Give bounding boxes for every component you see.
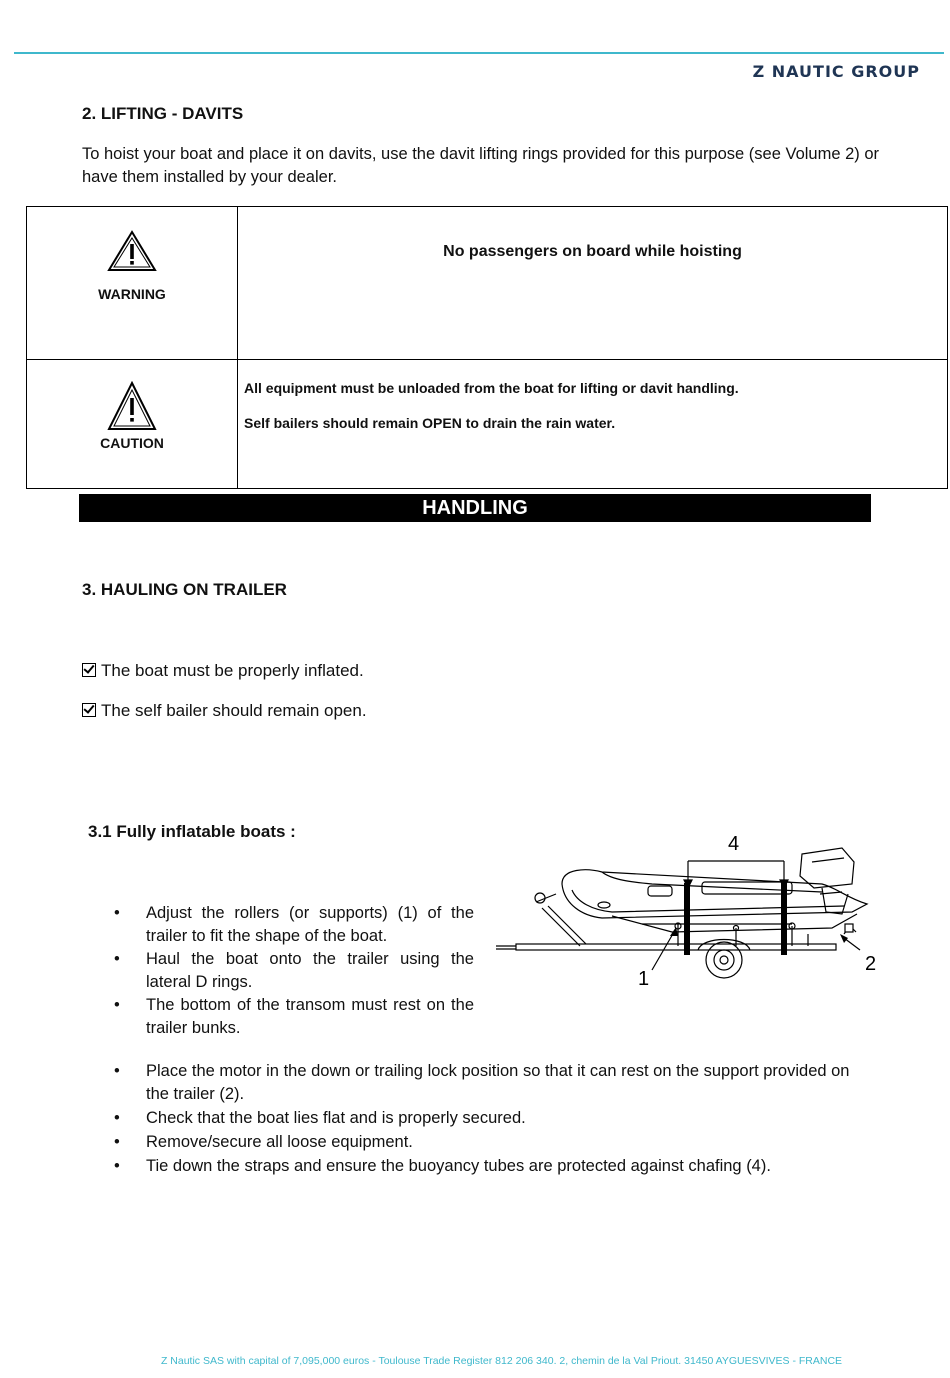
lifting-paragraph: To hoist your boat and place it on davits, use the davit lifting rings provided for this purpose (see Volume 2) or have them installed by your dealer.: [82, 145, 880, 186]
checkbox-checked-icon: [82, 663, 96, 677]
subsection-title-inflatable: 3.1 Fully inflatable boats :: [88, 822, 296, 841]
list-item: • Adjust the rollers (or supports) (1) of the trailer to fit the shape of the boat.: [84, 902, 474, 948]
caution-icon-cell: [27, 360, 238, 489]
safety-notice-table: [26, 206, 948, 489]
section-title-lifting: 2. LIFTING - DAVITS: [82, 104, 244, 123]
checkbox-checked-icon: [82, 703, 96, 717]
strap-front: [684, 883, 690, 955]
caution-messages: [238, 360, 948, 489]
callout-label: 4: [728, 833, 740, 855]
warning-message: No passengers on board while hoisting: [238, 207, 948, 360]
checklist-text: The self bailer should remain open.: [101, 701, 367, 720]
caution-row: [27, 360, 948, 489]
list-item: • Remove/secure all loose equipment.: [84, 1131, 874, 1154]
brand-logo-text: Z NAUTIC GROUP: [752, 62, 920, 81]
strap-rear: [781, 883, 787, 955]
checklist-text: The boat must be properly inflated.: [101, 661, 364, 680]
section-title-hauling: 3. HAULING ON TRAILER: [82, 580, 287, 599]
boat-trailer-diagram: [492, 828, 890, 993]
header-rule: [14, 52, 944, 54]
warning-label: WARNING: [98, 286, 166, 302]
callout-label: 2: [865, 953, 877, 975]
list-item: • Check that the boat lies flat and is properly secured.: [84, 1107, 874, 1130]
list-item: • The bottom of the transom must rest on the trailer bunks.: [84, 994, 474, 1040]
list-item: • Tie down the straps and ensure the buoyancy tubes are protected against chafing (4).: [84, 1155, 874, 1178]
page-footer: Z Nautic SAS with capital of 7,095,000 euros - Toulouse Trade Register 812 206 340. 2, chemin de la Val Priout. 31450 AYGUESVIVES - FRANCE: [160, 1355, 843, 1367]
caution-line: All equipment must be unloaded from the boat for lifting or davit handling.: [244, 380, 739, 396]
list-item: • Place the motor in the down or trailing lock position so that it can rest on the support provided on the trailer (2).: [84, 1060, 874, 1106]
warning-triangle-icon: [107, 230, 157, 272]
checklist-item: [82, 661, 364, 681]
caution-triangle-icon: [107, 381, 157, 431]
section-banner-handling: HANDLING: [79, 494, 871, 522]
callout-label: 1: [638, 968, 650, 990]
caution-line: Self bailers should remain OPEN to drain the rain water.: [244, 415, 616, 431]
checklist-item: [82, 701, 367, 721]
caution-label: CAUTION: [100, 435, 164, 451]
list-item: • Haul the boat onto the trailer using the lateral D rings.: [84, 948, 474, 994]
bullet-list-side: [84, 902, 474, 1040]
warning-row: [27, 207, 948, 360]
bullet-list-full: [84, 1060, 874, 1179]
warning-icon-cell: [27, 207, 238, 360]
